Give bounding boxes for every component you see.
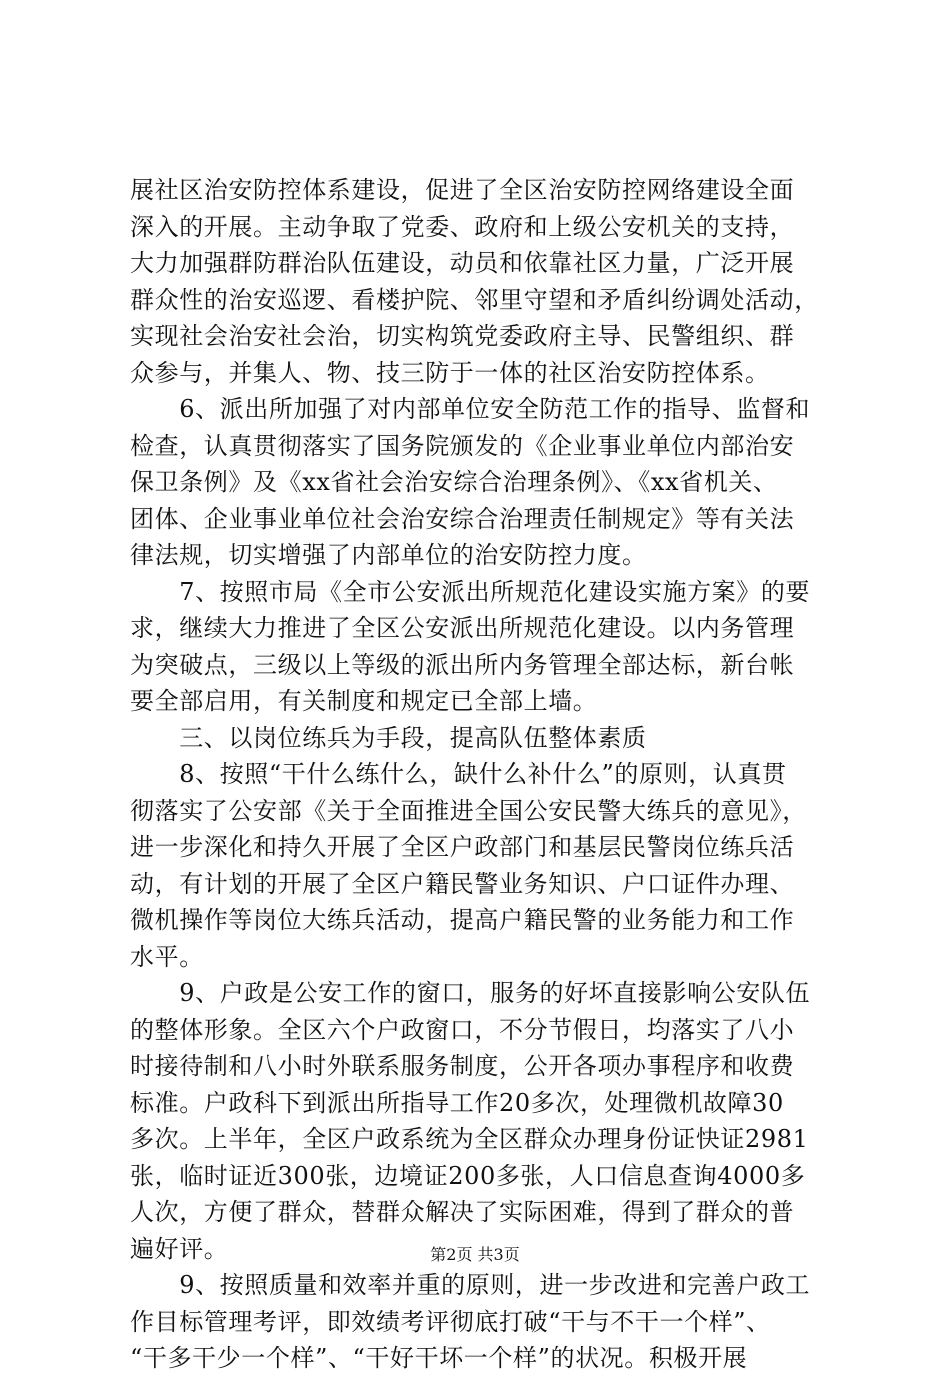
text-line: 进一步深化和持久开展了全区户政部门和基层民警岗位练兵活 — [130, 833, 795, 861]
text-line: 检查，认真贯彻落实了国务院颁发的《企业事业单位内部治安 — [130, 431, 795, 460]
text-line: 微机操作等岗位大练兵活动，提高户籍民警的业务能力和工作 — [130, 906, 795, 934]
text-line: 深入的开展。主动争取了党委、政府和上级公安机关的支持， — [130, 212, 795, 241]
text-line: 的整体形象。全区六个户政窗口，不分节假日，均落实了八小 — [130, 1015, 795, 1044]
text-line: 9、按照质量和效率并重的原则，进一步改进和完善户政工 — [130, 1271, 811, 1299]
text-line: 标准。户政科下到派出所指导工作20多次，处理微机故障30 — [130, 1088, 784, 1117]
page-number-label: 第2页 共3页 — [430, 1245, 520, 1264]
body-text — [130, 172, 830, 1377]
text-line: 人次，方便了群众，替群众解决了实际困难，得到了群众的普 — [130, 1198, 795, 1226]
text-line: 6、派出所加强了对内部单位安全防范工作的指导、监督和 — [130, 395, 811, 423]
text-line: 实现社会治安社会治，切实构筑党委政府主导、民警组织、群 — [130, 322, 795, 350]
section-heading: 三、以岗位练兵为手段，提高队伍整体素质 — [130, 723, 647, 752]
text-line: “干多干少一个样”、“干好干坏一个样”的状况。积极开展 — [130, 1344, 748, 1372]
text-line: 律法规，切实增强了内部单位的治安防控力度。 — [130, 541, 647, 569]
text-line: 群众性的治安巡逻、看楼护院、邻里守望和矛盾纠纷调处活动， — [130, 285, 819, 314]
text-line: 水平。 — [130, 942, 204, 971]
text-line: 遍好评。 — [130, 1234, 229, 1263]
text-line: 保卫条例》及《xx省社会治安综合治理条例》、《xx省机关、 — [130, 468, 778, 496]
text-line: 展社区治安防控体系建设，促进了全区治安防控网络建设全面 — [130, 176, 795, 204]
text-line: 要全部启用，有关制度和规定已全部上墙。 — [130, 687, 598, 715]
text-line: 多次。上半年，全区户政系统为全区群众办理身份证快证2981 — [130, 1125, 809, 1153]
text-line: 作目标管理考评，即效绩考评彻底打破“干与不干一个样”、 — [130, 1307, 771, 1336]
text-line: 众参与，并集人、物、技三防于一体的社区治安防控体系。 — [130, 358, 770, 387]
text-line: 8、按照“干什么练什么，缺什么补什么”的原则，认真贯 — [130, 760, 787, 788]
text-line: 7、按照市局《全市公安派出所规范化建设实施方案》的要 — [130, 577, 811, 606]
text-line: 大力加强群防群治队伍建设，动员和依靠社区力量，广泛开展 — [130, 249, 795, 277]
text-line: 时接待制和八小时外联系服务制度，公开各项办事程序和收费 — [130, 1052, 795, 1080]
text-line: 为突破点，三级以上等级的派出所内务管理全部达标，新台帐 — [130, 650, 795, 679]
text-line: 动，有计划的开展了全区户籍民警业务知识、户口证件办理、 — [130, 869, 795, 898]
text-line: 求，继续大力推进了全区公安派出所规范化建设。以内务管理 — [130, 614, 795, 642]
text-line: 团体、企业事业单位社会治安综合治理责任制规定》等有关法 — [130, 504, 795, 533]
text-line: 彻落实了公安部《关于全面推进全国公安民警大练兵的意见》， — [130, 796, 807, 825]
text-line: 9、户政是公安工作的窗口，服务的好坏直接影响公安队伍 — [130, 979, 811, 1007]
text-line: 张，临时证近300张，边境证200多张，人口信息查询4000多 — [130, 1161, 806, 1190]
page-footer — [0, 1245, 950, 1265]
